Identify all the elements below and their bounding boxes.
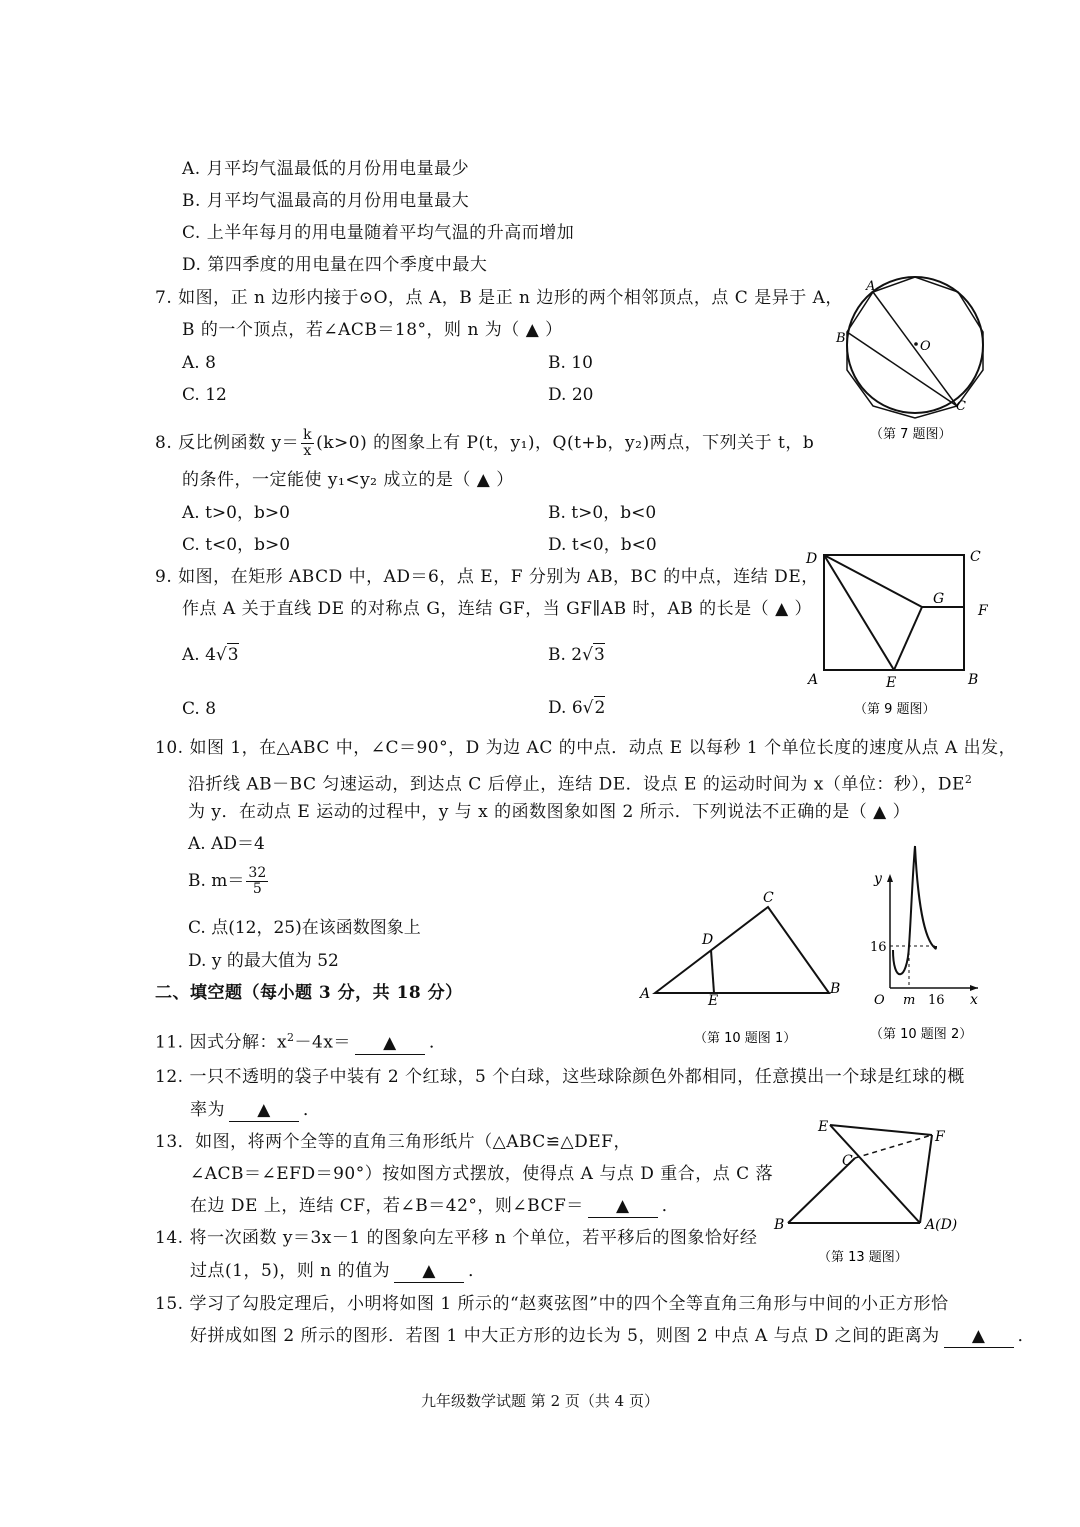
q13-answer-blank[interactable]: ▲	[588, 1195, 658, 1218]
q13-figure	[770, 1115, 980, 1275]
q7-stem-line2: B 的一个顶点，若∠ACB＝18°，则 n 为（ ▲ ）	[182, 320, 563, 340]
q9-label-d: D	[806, 551, 818, 567]
section-fill-in-title: 二、填空题（每小题 3 分，共 18 分）	[155, 983, 463, 1003]
q9-figure	[800, 545, 1000, 723]
q10-stem-line2: 沿折线 AB－BC 匀速运动，到达点 C 后停止，连结 DE．设点 E 的运动时间为 x（单位：秒），$DE^2$	[188, 773, 973, 795]
q8-fraction	[301, 428, 314, 459]
q10-sup: 2	[964, 773, 973, 786]
q10-option-d: D. y 的最大值为 52	[188, 951, 339, 971]
q9-option-a-radicand: 3	[227, 645, 239, 665]
q7-polygon	[847, 277, 983, 418]
q14-stem-line1: 14. 将一次函数 y＝3x－1 的图象向左平移 n 个单位，若平移后的图象恰好经	[155, 1228, 758, 1248]
q15-stem-line2: 好拼成如图 2 所示的图形．若图 1 中大正方形的边长为 5，则图 2 中点 A 与点 D 之间的距离为 ▲ ．	[190, 1326, 1036, 1346]
q9-option-d-radicand: 2	[594, 698, 606, 718]
q10-fig1-label-a: A	[640, 986, 651, 1002]
q9-label-b: B	[968, 672, 979, 688]
page-footer: 九年级数学试题 第 2 页（共 4 页）	[421, 1392, 659, 1410]
q10-fig2-label-y: y	[874, 871, 882, 887]
q9-option-a: A. 4√3	[182, 645, 239, 665]
q7-label-a: A	[866, 279, 876, 294]
q15-stem-line1: 15. 学习了勾股定理后，小明将如图 1 所示的“赵爽弦图”中的四个全等直角三角形与中间的小正方形恰	[155, 1294, 949, 1314]
q10-fig1-label-c: C	[763, 890, 774, 906]
q11-answer-blank[interactable]: ▲	[355, 1032, 425, 1055]
q8-option-b: B. t>0，b<0	[548, 503, 657, 523]
q10-triangle	[655, 907, 829, 993]
q13-stem-line1: 13．如图，将两个全等的直角三角形纸片（△ABC≌△DEF，	[155, 1132, 631, 1152]
q10-function-curve	[893, 846, 936, 974]
q8-frac-num: k	[303, 427, 313, 443]
q7-option-b: B. 10	[548, 353, 593, 373]
q9-rectangle	[824, 555, 964, 670]
q8-suffix: (k>0) 的图象上有 P(t，y₁)，Q(t+b，y₂)两点，下列关于 t，b	[316, 433, 815, 453]
q7-label-o: O	[920, 339, 931, 354]
q10-b-den: 5	[252, 881, 262, 897]
q6-option-a: A. 月平均气温最低的月份用电量最少	[182, 159, 470, 179]
q10-b-num: 32	[248, 865, 267, 881]
q10-option-a: A. AD＝4	[188, 834, 265, 854]
q9-label-e: E	[886, 675, 897, 691]
q10-fig2-label-m: m	[903, 993, 916, 1008]
q9-stem-line2: 作点 A 关于直线 DE 的对称点 G，连结 GF，当 GF∥AB 时，AB 的长是（ ▲ ）	[182, 599, 813, 619]
q10-stem-line3: 为 y．在动点 E 运动的过程中，y 与 x 的函数图象如图 2 所示．下列说法不正确的是（ ▲ ）	[188, 802, 911, 822]
q14-stem-line2: 过点(1，5)，则 n 的值为 ▲ ．	[190, 1261, 486, 1281]
q7-stem-line1: 7. 如图，正 n 边形内接于⊙O，点 A，B 是正 n 边形的两个相邻顶点，点 C 是异于 A，	[155, 288, 843, 308]
q7-figure	[830, 270, 1000, 450]
q8-prefix: 8. 反比例函数 y＝	[155, 433, 300, 453]
q8-frac-den: x	[303, 443, 312, 459]
q9-stem-line1: 9. 如图，在矩形 ABCD 中，AD＝6，点 E，F 分别为 AB，BC 的中点，连结 DE，	[155, 567, 819, 587]
q10-fig2-ytick-16: 16	[870, 940, 887, 955]
q10-option-b: B. m＝ $\frac{32}{5}$	[188, 865, 267, 897]
q7-caption: （第 7 题图）	[870, 427, 952, 442]
q13-label-e: E	[818, 1119, 829, 1135]
q10-stem-line1: 10. 如图 1，在△ABC 中，∠C＝90°，D 为边 AC 的中点．动点 E 以每秒 1 个单位长度的速度从点 A 出发，	[155, 738, 1017, 758]
q13-caption: （第 13 题图）	[818, 1250, 908, 1265]
q9-option-b: B. 2√3	[548, 645, 605, 665]
q8-option-a: A. t>0，b>0	[182, 503, 290, 523]
q6-option-d: D. 第四季度的用电量在四个季度中最大	[182, 255, 488, 275]
q10-figure-2	[860, 838, 980, 1050]
q7-option-a: A. 8	[182, 353, 216, 373]
q14-answer-blank[interactable]: ▲	[394, 1260, 464, 1283]
q10-fig1-label-d: D	[702, 932, 714, 948]
q13-stem-line2: ∠ACB＝∠EFD＝90°）按如图方式摆放，使得点 A 与点 D 重合，点 C 落	[190, 1164, 774, 1184]
q7-label-c: C	[956, 399, 966, 414]
q13-label-c: C	[842, 1153, 853, 1169]
q9-label-a: A	[808, 672, 819, 688]
q6-option-c: C. 上半年每月的用电量随着平均气温的升高而增加	[182, 223, 575, 243]
q10-caption-1: （第 10 题图 1）	[694, 1031, 797, 1046]
q15-answer-blank[interactable]: ▲	[944, 1325, 1014, 1348]
q13-label-ad: A(D)	[925, 1217, 958, 1233]
q9-option-b-radicand: 3	[593, 645, 605, 665]
q12-stem-line2: 率为 ▲ ．	[190, 1100, 321, 1120]
q6-option-b: B. 月平均气温最高的月份用电量最大	[182, 191, 470, 211]
q8-stem-line2: 的条件，一定能使 y₁<y₂ 成立的是（ ▲ ）	[182, 470, 514, 490]
q9-label-g: G	[933, 591, 945, 607]
q7-label-b: B	[836, 331, 846, 346]
q8-stem-line1	[155, 428, 814, 459]
q9-caption: （第 9 题图）	[854, 702, 936, 717]
q10-caption-2: （第 10 题图 2）	[870, 1027, 973, 1042]
q7-option-c: C. 12	[182, 385, 227, 405]
q13-label-f: F	[935, 1129, 945, 1145]
q9-option-d: D. 6√2	[548, 698, 606, 718]
q12-stem-line1: 12. 一只不透明的袋子中装有 2 个红球，5 个白球，这些球除颜色外都相同，任意摸出一个球是红球的概	[155, 1067, 965, 1087]
q13-label-b: B	[774, 1217, 785, 1233]
q13-stem-line3: 在边 DE 上，连结 CF，若∠B＝42°，则∠BCF＝ ▲ ．	[190, 1196, 680, 1216]
q7-option-d: D. 20	[548, 385, 594, 405]
q9-label-f: F	[978, 603, 988, 619]
q9-option-c: C. 8	[182, 699, 217, 719]
q9-label-c: C	[970, 549, 981, 565]
q10-fig1-label-e: E	[708, 993, 719, 1009]
q10-fig2-label-o: O	[874, 993, 885, 1008]
q10-fig1-label-b: B	[830, 981, 841, 997]
q10-fig2-label-x: x	[970, 992, 978, 1008]
q8-option-d: D. t<0，b<0	[548, 535, 657, 555]
q12-answer-blank[interactable]: ▲	[229, 1099, 299, 1122]
q8-option-c: C. t<0，b>0	[182, 535, 291, 555]
q10-option-c: C. 点(12，25)在该函数图象上	[188, 918, 421, 938]
q10-figure-1	[630, 880, 860, 1050]
q11-stem: 11. 因式分解：$x^2-4x=$ ▲ ．	[155, 1031, 447, 1053]
q10-fig2-xtick-16: 16	[928, 993, 945, 1008]
